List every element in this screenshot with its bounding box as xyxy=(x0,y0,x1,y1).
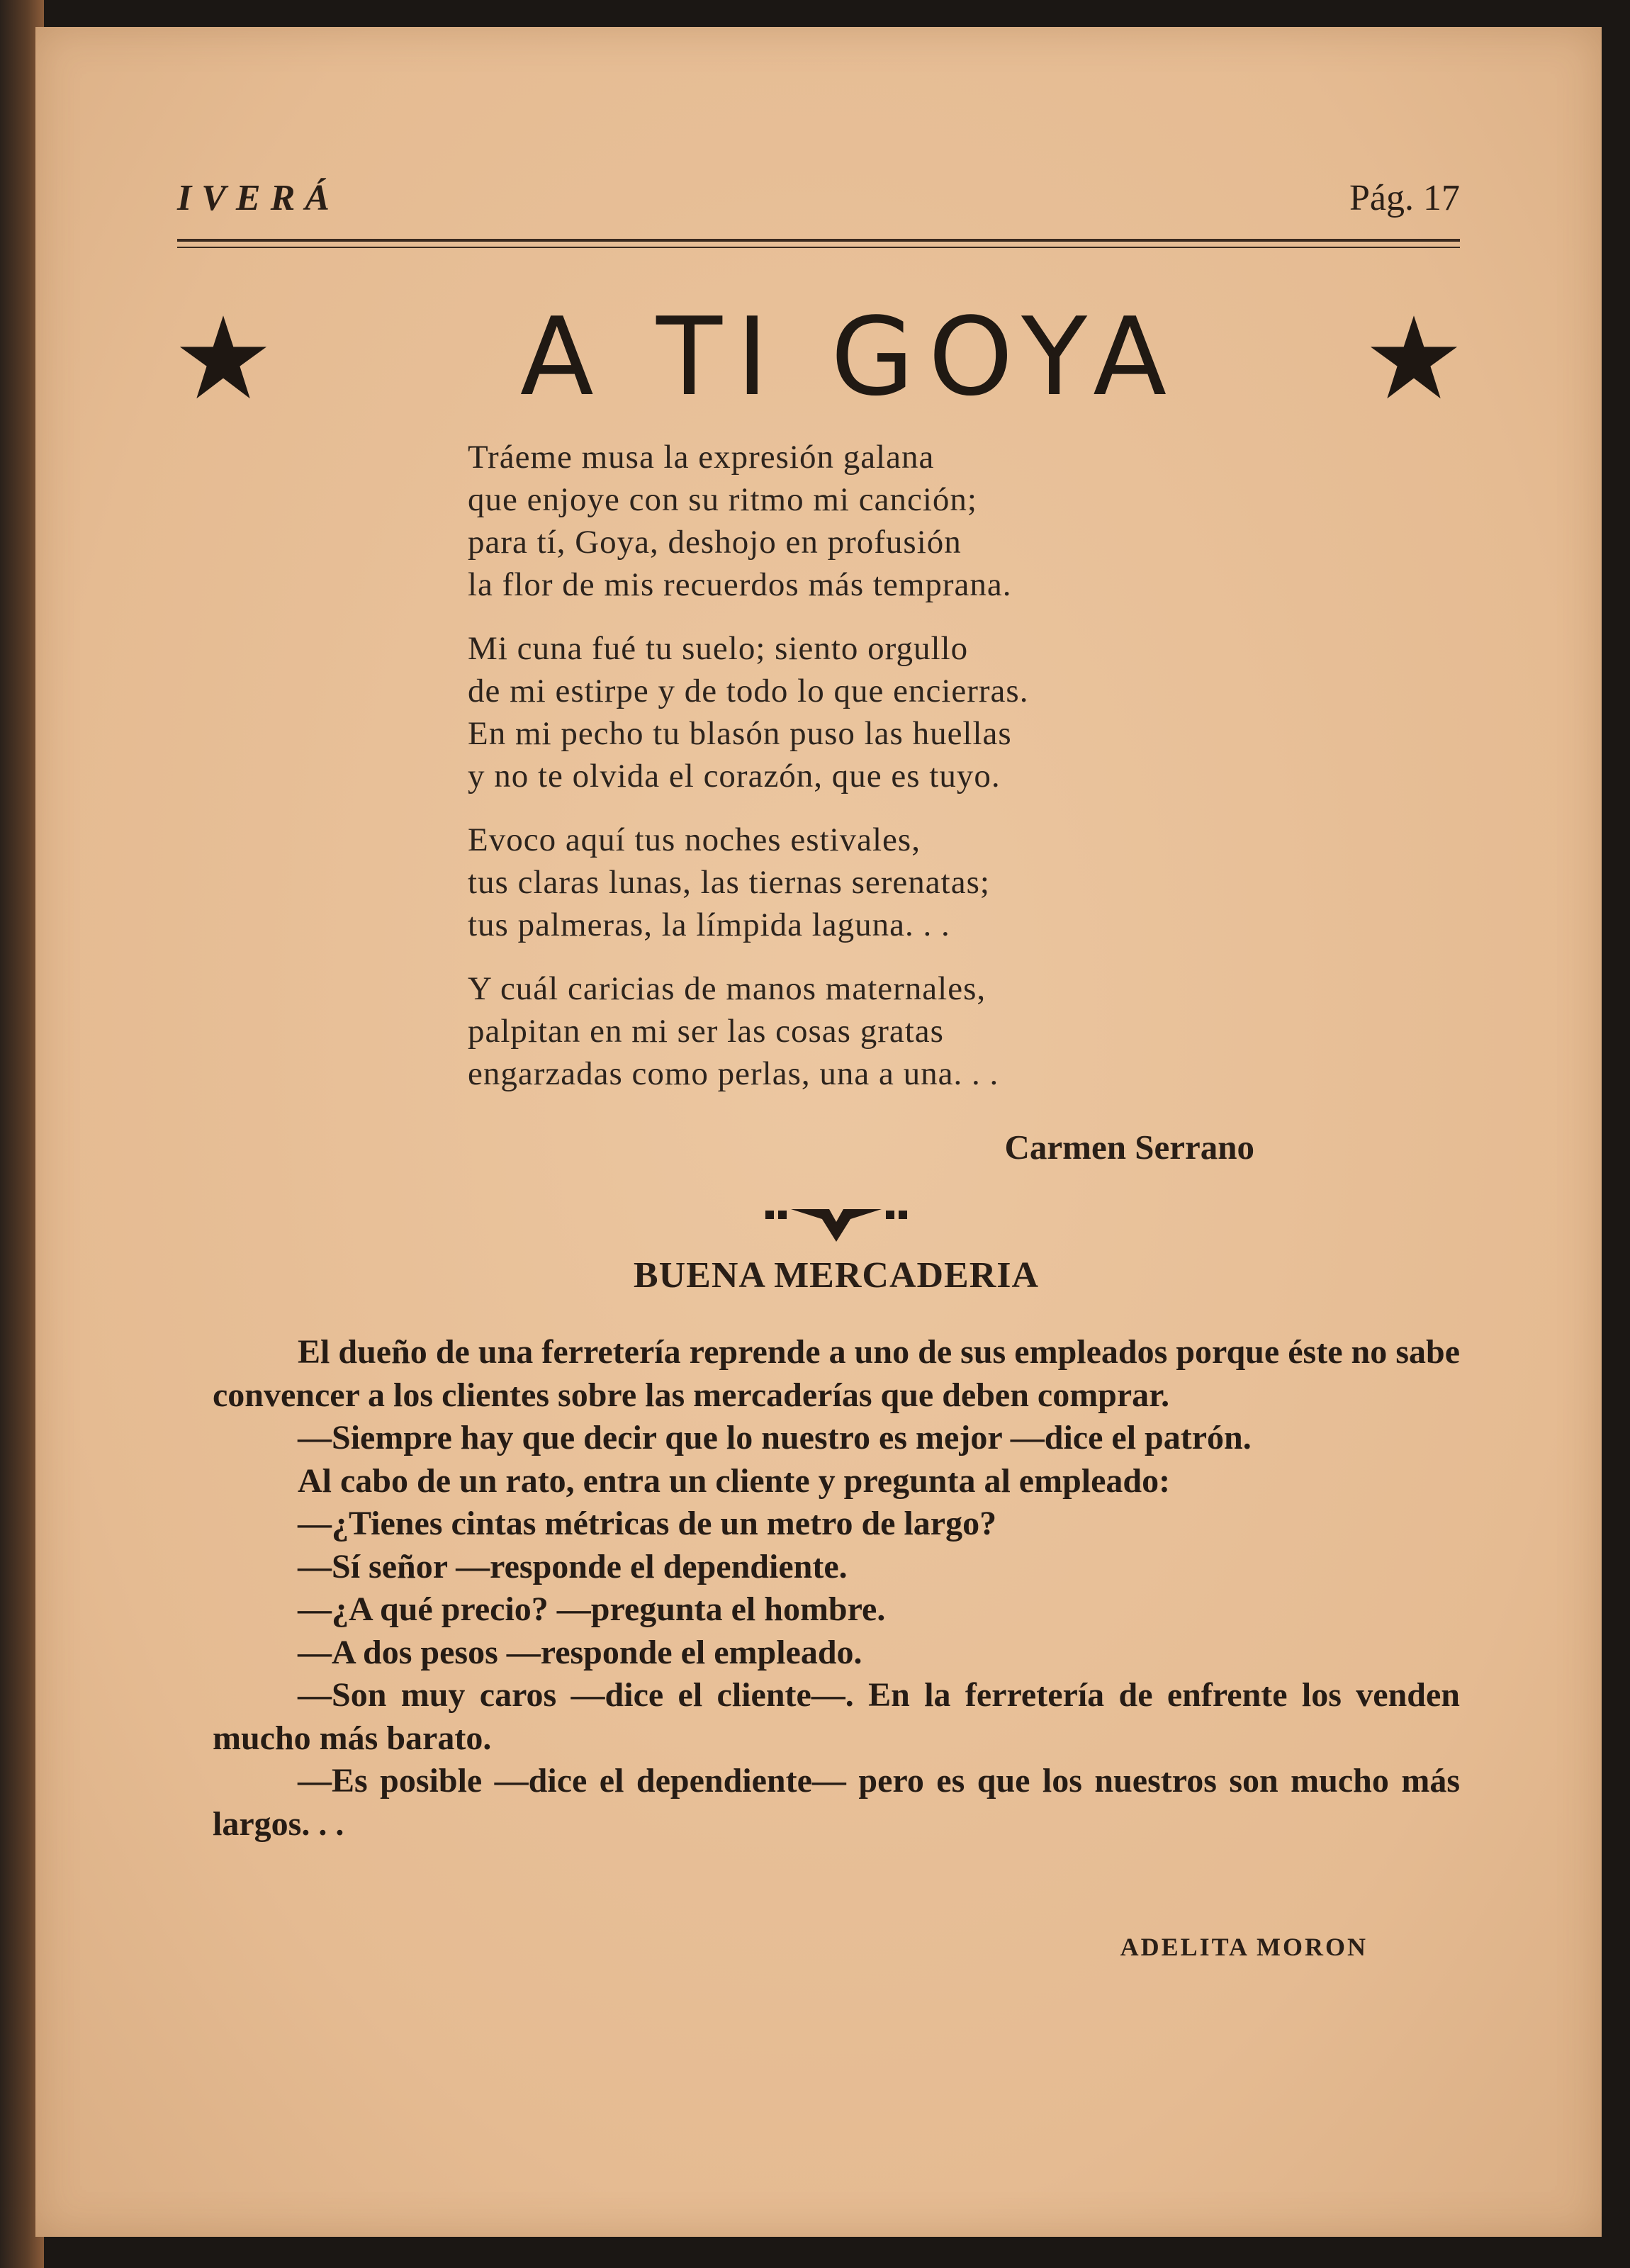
page-number: Pág. 17 xyxy=(1349,178,1460,218)
journal-name: IVERÁ xyxy=(177,178,339,218)
ornament-divider-icon xyxy=(765,1198,907,1247)
poem-line: palpitan en mi ser las cosas gratas xyxy=(468,1013,944,1050)
star-icon xyxy=(1368,312,1460,404)
poem-title: A TI GOYA xyxy=(519,294,1181,420)
story-body xyxy=(213,1331,1460,1846)
poem-line: engarzadas como perlas, una a una. . . xyxy=(468,1055,999,1092)
story-paragraph: —A dos pesos —responde el empleado. xyxy=(298,1633,862,1671)
poem-line: la flor de mis recuerdos más temprana. xyxy=(468,566,1012,603)
story-title: BUENA MERCADERIA xyxy=(633,1255,1040,1296)
story-paragraph: —¿A qué precio? —pregunta el hombre. xyxy=(298,1590,886,1628)
story-paragraph: —Es posible —dice el dependiente— pero es que los nuestros son mucho más largos. . . xyxy=(213,1762,1460,1843)
poem-line: Y cuál caricias de manos maternales, xyxy=(468,970,987,1007)
poem-line: para tí, Goya, deshojo en profusión xyxy=(468,524,962,561)
story-paragraph: El dueño de una ferretería reprende a uno de sus empleados porque éste no sabe convencer a los clientes sobre las mercaderías que deben comprar. xyxy=(213,1333,1460,1414)
poem-line: En mi pecho tu blasón puso las huellas xyxy=(468,715,1012,752)
story-paragraph: —¿Tienes cintas métricas de un metro de largo? xyxy=(298,1505,997,1542)
poem-line: Mi cuna fué tu suelo; siento orgullo xyxy=(468,630,969,667)
star-icon xyxy=(177,312,269,404)
poem-line: Tráeme musa la expresión galana xyxy=(468,439,935,476)
poem-stanza xyxy=(468,627,1389,797)
header-rule-thin xyxy=(177,247,1460,248)
poem-line: Evoco aquí tus noches estivales, xyxy=(468,821,921,858)
poem-stanza xyxy=(468,967,1389,1095)
poem-body xyxy=(468,436,1389,1116)
poem-line: y no te olvida el corazón, que es tuyo. xyxy=(468,758,1001,795)
story-paragraph: —Siempre hay que decir que lo nuestro es mejor —dice el patrón. xyxy=(298,1419,1252,1456)
poem-stanza xyxy=(468,819,1389,946)
poem-stanza xyxy=(468,436,1389,606)
story-author: ADELITA MORON xyxy=(1120,1933,1368,1961)
poem-line: que enjoye con su ritmo mi canción; xyxy=(468,481,977,518)
header-rule xyxy=(177,239,1460,242)
story-paragraph: Al cabo de un rato, entra un cliente y pregunta al empleado: xyxy=(298,1461,1171,1500)
story-paragraph: —Sí señor —responde el dependiente. xyxy=(298,1547,848,1585)
poem-line: de mi estirpe y de todo lo que encierras. xyxy=(468,673,1029,709)
story-paragraph: —Son muy caros —dice el cliente—. En la ferretería de enfrente los venden mucho más barato. xyxy=(213,1676,1460,1757)
poem-author: Carmen Serrano xyxy=(1004,1128,1254,1167)
poem-line: tus claras lunas, las tiernas serenatas; xyxy=(468,864,990,901)
poem-line: tus palmeras, la límpida laguna. . . xyxy=(468,906,950,943)
